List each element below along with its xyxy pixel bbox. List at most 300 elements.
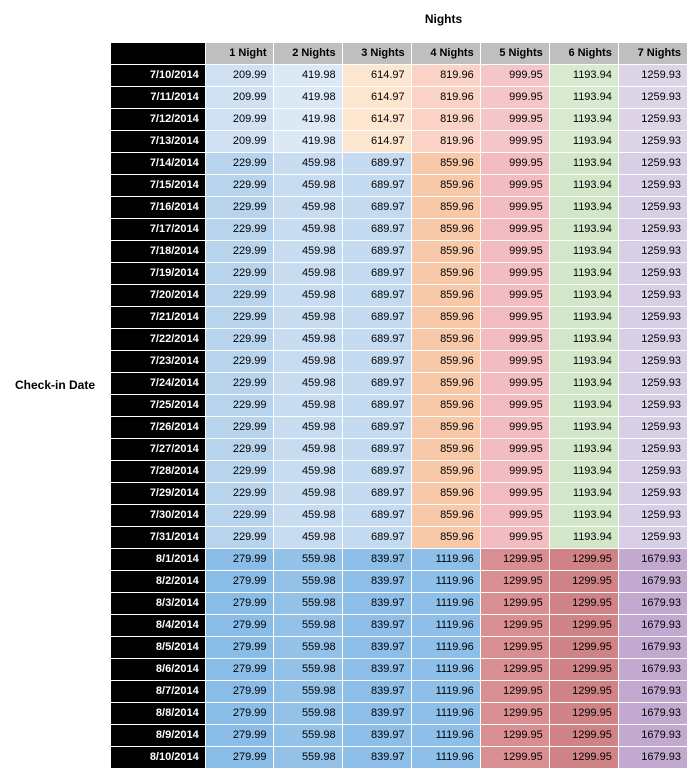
row-header-date: 7/23/2014 <box>111 351 206 373</box>
price-cell: 459.98 <box>273 505 342 527</box>
price-cell: 459.98 <box>273 241 342 263</box>
price-cell: 839.97 <box>342 725 411 747</box>
price-cell: 999.95 <box>480 461 549 483</box>
price-cell: 1259.93 <box>618 417 687 439</box>
price-cell: 1119.96 <box>411 681 480 703</box>
price-cell: 999.95 <box>480 263 549 285</box>
row-header-date: 7/29/2014 <box>111 483 206 505</box>
column-header: 6 Nights <box>549 43 618 65</box>
price-cell: 999.95 <box>480 109 549 131</box>
row-header-date: 7/28/2014 <box>111 461 206 483</box>
table-row <box>111 263 688 285</box>
price-cell: 459.98 <box>273 175 342 197</box>
price-cell: 859.96 <box>411 329 480 351</box>
price-cell: 229.99 <box>205 373 273 395</box>
price-cell: 279.99 <box>205 615 273 637</box>
price-cell: 229.99 <box>205 241 273 263</box>
price-cell: 1193.94 <box>549 87 618 109</box>
price-cell: 689.97 <box>342 527 411 549</box>
price-cell: 689.97 <box>342 197 411 219</box>
table-row <box>111 109 688 131</box>
price-cell: 1299.95 <box>480 747 549 769</box>
price-cell: 559.98 <box>273 593 342 615</box>
row-header-date: 7/10/2014 <box>111 65 206 87</box>
table-row <box>111 197 688 219</box>
table-row <box>111 725 688 747</box>
price-cell: 999.95 <box>480 65 549 87</box>
price-cell: 279.99 <box>205 725 273 747</box>
table-row <box>111 65 688 87</box>
price-cell: 859.96 <box>411 461 480 483</box>
table-row <box>111 307 688 329</box>
price-cell: 1299.95 <box>549 615 618 637</box>
price-cell: 209.99 <box>205 87 273 109</box>
table-body <box>111 65 688 769</box>
price-cell: 1259.93 <box>618 175 687 197</box>
price-cell: 279.99 <box>205 593 273 615</box>
price-cell: 559.98 <box>273 747 342 769</box>
price-cell: 999.95 <box>480 505 549 527</box>
price-cell: 1193.94 <box>549 505 618 527</box>
price-cell: 859.96 <box>411 505 480 527</box>
table-row <box>111 439 688 461</box>
price-cell: 1259.93 <box>618 483 687 505</box>
price-cell: 229.99 <box>205 153 273 175</box>
table-row <box>111 219 688 241</box>
price-cell: 859.96 <box>411 351 480 373</box>
row-header-date: 8/8/2014 <box>111 703 206 725</box>
price-cell: 689.97 <box>342 505 411 527</box>
price-cell: 839.97 <box>342 747 411 769</box>
price-cell: 859.96 <box>411 373 480 395</box>
price-cell: 229.99 <box>205 285 273 307</box>
price-cell: 1679.93 <box>618 571 687 593</box>
row-header-date: 8/3/2014 <box>111 593 206 615</box>
price-cell: 839.97 <box>342 615 411 637</box>
price-cell: 1259.93 <box>618 241 687 263</box>
table-row <box>111 175 688 197</box>
price-cell: 859.96 <box>411 307 480 329</box>
price-cell: 1259.93 <box>618 527 687 549</box>
price-cell: 559.98 <box>273 549 342 571</box>
price-cell: 1259.93 <box>618 439 687 461</box>
row-header-date: 7/11/2014 <box>111 87 206 109</box>
table-row <box>111 395 688 417</box>
price-cell: 229.99 <box>205 505 273 527</box>
price-cell: 1679.93 <box>618 593 687 615</box>
price-cell: 459.98 <box>273 307 342 329</box>
price-cell: 999.95 <box>480 131 549 153</box>
price-cell: 614.97 <box>342 109 411 131</box>
row-header-date: 8/4/2014 <box>111 615 206 637</box>
price-cell: 689.97 <box>342 263 411 285</box>
price-cell: 1679.93 <box>618 681 687 703</box>
row-header-date: 7/14/2014 <box>111 153 206 175</box>
price-cell: 459.98 <box>273 219 342 241</box>
price-cell: 839.97 <box>342 703 411 725</box>
price-cell: 999.95 <box>480 417 549 439</box>
column-header: 7 Nights <box>618 43 687 65</box>
price-cell: 1259.93 <box>618 109 687 131</box>
price-cell: 459.98 <box>273 153 342 175</box>
column-header: 5 Nights <box>480 43 549 65</box>
price-cell: 999.95 <box>480 351 549 373</box>
row-header-date: 8/1/2014 <box>111 549 206 571</box>
price-cell: 209.99 <box>205 131 273 153</box>
price-cell: 839.97 <box>342 681 411 703</box>
price-cell: 1193.94 <box>549 285 618 307</box>
price-cell: 1299.95 <box>480 615 549 637</box>
price-cell: 839.97 <box>342 659 411 681</box>
price-cell: 459.98 <box>273 285 342 307</box>
column-header: 3 Nights <box>342 43 411 65</box>
table-row <box>111 747 688 769</box>
price-cell: 559.98 <box>273 659 342 681</box>
rows-group-label: Check-in Date <box>14 378 96 392</box>
price-cell: 459.98 <box>273 197 342 219</box>
price-cell: 999.95 <box>480 241 549 263</box>
price-cell: 559.98 <box>273 703 342 725</box>
price-cell: 279.99 <box>205 681 273 703</box>
price-cell: 689.97 <box>342 395 411 417</box>
row-header-date: 8/9/2014 <box>111 725 206 747</box>
price-cell: 614.97 <box>342 87 411 109</box>
price-cell: 559.98 <box>273 725 342 747</box>
price-cell: 209.99 <box>205 109 273 131</box>
price-cell: 419.98 <box>273 65 342 87</box>
price-cell: 559.98 <box>273 615 342 637</box>
price-cell: 1259.93 <box>618 329 687 351</box>
price-cell: 229.99 <box>205 527 273 549</box>
price-cell: 1259.93 <box>618 505 687 527</box>
columns-group-label: Nights <box>424 12 463 26</box>
price-cell: 419.98 <box>273 109 342 131</box>
price-cell: 859.96 <box>411 241 480 263</box>
price-cell: 614.97 <box>342 65 411 87</box>
table-row <box>111 351 688 373</box>
price-cell: 279.99 <box>205 571 273 593</box>
price-cell: 1259.93 <box>618 197 687 219</box>
price-cell: 1193.94 <box>549 263 618 285</box>
row-header-date: 8/2/2014 <box>111 571 206 593</box>
row-header-date: 8/6/2014 <box>111 659 206 681</box>
table-row <box>111 593 688 615</box>
table-row <box>111 681 688 703</box>
price-cell: 279.99 <box>205 549 273 571</box>
table-row <box>111 527 688 549</box>
price-cell: 459.98 <box>273 373 342 395</box>
price-cell: 1119.96 <box>411 703 480 725</box>
price-cell: 999.95 <box>480 285 549 307</box>
price-cell: 1193.94 <box>549 351 618 373</box>
price-cell: 819.96 <box>411 65 480 87</box>
price-cell: 1193.94 <box>549 109 618 131</box>
price-cell: 859.96 <box>411 527 480 549</box>
price-cell: 279.99 <box>205 703 273 725</box>
price-cell: 1299.95 <box>549 681 618 703</box>
table-row <box>111 637 688 659</box>
row-header-date: 8/10/2014 <box>111 747 206 769</box>
price-cell: 689.97 <box>342 461 411 483</box>
price-cell: 1679.93 <box>618 659 687 681</box>
price-cell: 819.96 <box>411 87 480 109</box>
price-cell: 859.96 <box>411 417 480 439</box>
price-cell: 229.99 <box>205 461 273 483</box>
price-cell: 839.97 <box>342 549 411 571</box>
row-header-date: 7/20/2014 <box>111 285 206 307</box>
price-cell: 459.98 <box>273 329 342 351</box>
price-cell: 459.98 <box>273 439 342 461</box>
price-cell: 839.97 <box>342 593 411 615</box>
table-row <box>111 329 688 351</box>
price-cell: 1679.93 <box>618 637 687 659</box>
price-cell: 999.95 <box>480 87 549 109</box>
table-row <box>111 285 688 307</box>
row-header-date: 7/15/2014 <box>111 175 206 197</box>
price-cell: 1119.96 <box>411 571 480 593</box>
price-cell: 1119.96 <box>411 593 480 615</box>
price-cell: 1259.93 <box>618 131 687 153</box>
price-cell: 229.99 <box>205 417 273 439</box>
price-cell: 859.96 <box>411 153 480 175</box>
price-cell: 689.97 <box>342 219 411 241</box>
price-cell: 279.99 <box>205 659 273 681</box>
price-cell: 1193.94 <box>549 131 618 153</box>
price-cell: 229.99 <box>205 439 273 461</box>
price-cell: 1299.95 <box>549 659 618 681</box>
price-cell: 859.96 <box>411 263 480 285</box>
price-heatmap-table <box>110 42 688 769</box>
price-cell: 689.97 <box>342 285 411 307</box>
price-cell: 1193.94 <box>549 439 618 461</box>
row-header-date: 7/12/2014 <box>111 109 206 131</box>
price-cell: 1299.95 <box>549 593 618 615</box>
price-cell: 229.99 <box>205 483 273 505</box>
price-cell: 229.99 <box>205 197 273 219</box>
price-cell: 859.96 <box>411 285 480 307</box>
price-cell: 459.98 <box>273 483 342 505</box>
table-row <box>111 87 688 109</box>
price-cell: 1119.96 <box>411 747 480 769</box>
price-cell: 1259.93 <box>618 87 687 109</box>
price-cell: 1299.95 <box>480 549 549 571</box>
price-cell: 999.95 <box>480 329 549 351</box>
price-cell: 1193.94 <box>549 527 618 549</box>
price-cell: 1259.93 <box>618 153 687 175</box>
price-cell: 1299.95 <box>480 681 549 703</box>
price-cell: 279.99 <box>205 637 273 659</box>
price-cell: 999.95 <box>480 197 549 219</box>
price-cell: 689.97 <box>342 241 411 263</box>
price-cell: 1259.93 <box>618 307 687 329</box>
table-row <box>111 505 688 527</box>
price-cell: 1119.96 <box>411 637 480 659</box>
price-cell: 1299.95 <box>480 571 549 593</box>
price-cell: 229.99 <box>205 307 273 329</box>
table-row <box>111 417 688 439</box>
price-cell: 209.99 <box>205 65 273 87</box>
price-cell: 999.95 <box>480 527 549 549</box>
price-cell: 1119.96 <box>411 549 480 571</box>
table-row <box>111 615 688 637</box>
price-cell: 229.99 <box>205 351 273 373</box>
price-cell: 1193.94 <box>549 175 618 197</box>
price-cell: 1259.93 <box>618 461 687 483</box>
price-cell: 1299.95 <box>549 725 618 747</box>
column-header: 4 Nights <box>411 43 480 65</box>
price-cell: 229.99 <box>205 263 273 285</box>
price-cell: 999.95 <box>480 483 549 505</box>
price-cell: 1119.96 <box>411 725 480 747</box>
table-row <box>111 703 688 725</box>
row-header-date: 7/13/2014 <box>111 131 206 153</box>
price-cell: 999.95 <box>480 439 549 461</box>
table-row <box>111 241 688 263</box>
price-cell: 229.99 <box>205 329 273 351</box>
row-header-date: 7/30/2014 <box>111 505 206 527</box>
row-header-date: 7/27/2014 <box>111 439 206 461</box>
price-cell: 229.99 <box>205 395 273 417</box>
price-cell: 1299.95 <box>480 659 549 681</box>
price-cell: 1193.94 <box>549 395 618 417</box>
price-cell: 229.99 <box>205 219 273 241</box>
price-cell: 1259.93 <box>618 395 687 417</box>
price-cell: 1193.94 <box>549 417 618 439</box>
price-cell: 999.95 <box>480 219 549 241</box>
price-cell: 459.98 <box>273 461 342 483</box>
price-cell: 689.97 <box>342 417 411 439</box>
row-header-date: 8/7/2014 <box>111 681 206 703</box>
price-cell: 614.97 <box>342 131 411 153</box>
row-header-date: 7/16/2014 <box>111 197 206 219</box>
price-cell: 1193.94 <box>549 219 618 241</box>
price-cell: 999.95 <box>480 307 549 329</box>
table-row <box>111 483 688 505</box>
price-cell: 419.98 <box>273 87 342 109</box>
price-cell: 1299.95 <box>549 703 618 725</box>
row-header-date: 7/24/2014 <box>111 373 206 395</box>
price-cell: 1679.93 <box>618 615 687 637</box>
price-cell: 459.98 <box>273 263 342 285</box>
price-cell: 689.97 <box>342 373 411 395</box>
row-header-date: 8/5/2014 <box>111 637 206 659</box>
table-row <box>111 549 688 571</box>
price-cell: 999.95 <box>480 373 549 395</box>
price-cell: 689.97 <box>342 329 411 351</box>
price-cell: 1299.95 <box>549 637 618 659</box>
price-cell: 859.96 <box>411 395 480 417</box>
row-header-date: 7/21/2014 <box>111 307 206 329</box>
price-cell: 859.96 <box>411 197 480 219</box>
price-cell: 1193.94 <box>549 153 618 175</box>
column-header: 1 Night <box>205 43 273 65</box>
price-cell: 999.95 <box>480 175 549 197</box>
price-cell: 459.98 <box>273 395 342 417</box>
price-cell: 819.96 <box>411 109 480 131</box>
row-header-date: 7/22/2014 <box>111 329 206 351</box>
price-cell: 1119.96 <box>411 659 480 681</box>
price-cell: 999.95 <box>480 395 549 417</box>
price-cell: 1259.93 <box>618 263 687 285</box>
price-cell: 859.96 <box>411 175 480 197</box>
price-cell: 559.98 <box>273 637 342 659</box>
table-row <box>111 373 688 395</box>
table-corner-cell <box>111 43 206 65</box>
price-cell: 1299.95 <box>549 571 618 593</box>
price-cell: 1299.95 <box>480 637 549 659</box>
price-cell: 1299.95 <box>549 747 618 769</box>
price-cell: 999.95 <box>480 153 549 175</box>
row-header-date: 7/31/2014 <box>111 527 206 549</box>
price-cell: 1193.94 <box>549 307 618 329</box>
price-cell: 1193.94 <box>549 197 618 219</box>
price-cell: 1299.95 <box>480 593 549 615</box>
column-header: 2 Nights <box>273 43 342 65</box>
price-cell: 689.97 <box>342 439 411 461</box>
row-header-date: 7/18/2014 <box>111 241 206 263</box>
price-cell: 689.97 <box>342 175 411 197</box>
price-cell: 459.98 <box>273 351 342 373</box>
price-cell: 1679.93 <box>618 725 687 747</box>
price-cell: 1679.93 <box>618 747 687 769</box>
price-cell: 559.98 <box>273 681 342 703</box>
price-cell: 559.98 <box>273 571 342 593</box>
price-cell: 1193.94 <box>549 241 618 263</box>
table-row <box>111 461 688 483</box>
price-cell: 459.98 <box>273 417 342 439</box>
price-cell: 859.96 <box>411 219 480 241</box>
price-cell: 459.98 <box>273 527 342 549</box>
row-header-date: 7/26/2014 <box>111 417 206 439</box>
price-cell: 1259.93 <box>618 219 687 241</box>
price-cell: 1299.95 <box>480 703 549 725</box>
row-header-date: 7/25/2014 <box>111 395 206 417</box>
price-cell: 1679.93 <box>618 703 687 725</box>
price-cell: 1259.93 <box>618 373 687 395</box>
price-cell: 1193.94 <box>549 65 618 87</box>
price-cell: 1259.93 <box>618 65 687 87</box>
table-row <box>111 571 688 593</box>
price-cell: 689.97 <box>342 307 411 329</box>
price-cell: 279.99 <box>205 747 273 769</box>
price-cell: 1119.96 <box>411 615 480 637</box>
table-row <box>111 659 688 681</box>
row-header-date: 7/19/2014 <box>111 263 206 285</box>
price-cell: 859.96 <box>411 439 480 461</box>
price-cell: 1193.94 <box>549 461 618 483</box>
price-cell: 1299.95 <box>480 725 549 747</box>
table-row <box>111 131 688 153</box>
price-cell: 689.97 <box>342 153 411 175</box>
table-header-row <box>111 43 688 65</box>
price-cell: 1259.93 <box>618 285 687 307</box>
price-cell: 839.97 <box>342 571 411 593</box>
price-cell: 859.96 <box>411 483 480 505</box>
price-cell: 1193.94 <box>549 373 618 395</box>
price-cell: 689.97 <box>342 483 411 505</box>
price-cell: 419.98 <box>273 131 342 153</box>
price-cell: 689.97 <box>342 351 411 373</box>
table-row <box>111 153 688 175</box>
price-cell: 1679.93 <box>618 549 687 571</box>
price-cell: 839.97 <box>342 637 411 659</box>
price-cell: 1299.95 <box>549 549 618 571</box>
row-header-date: 7/17/2014 <box>111 219 206 241</box>
price-cell: 229.99 <box>205 175 273 197</box>
price-cell: 1259.93 <box>618 351 687 373</box>
price-cell: 819.96 <box>411 131 480 153</box>
price-cell: 1193.94 <box>549 329 618 351</box>
